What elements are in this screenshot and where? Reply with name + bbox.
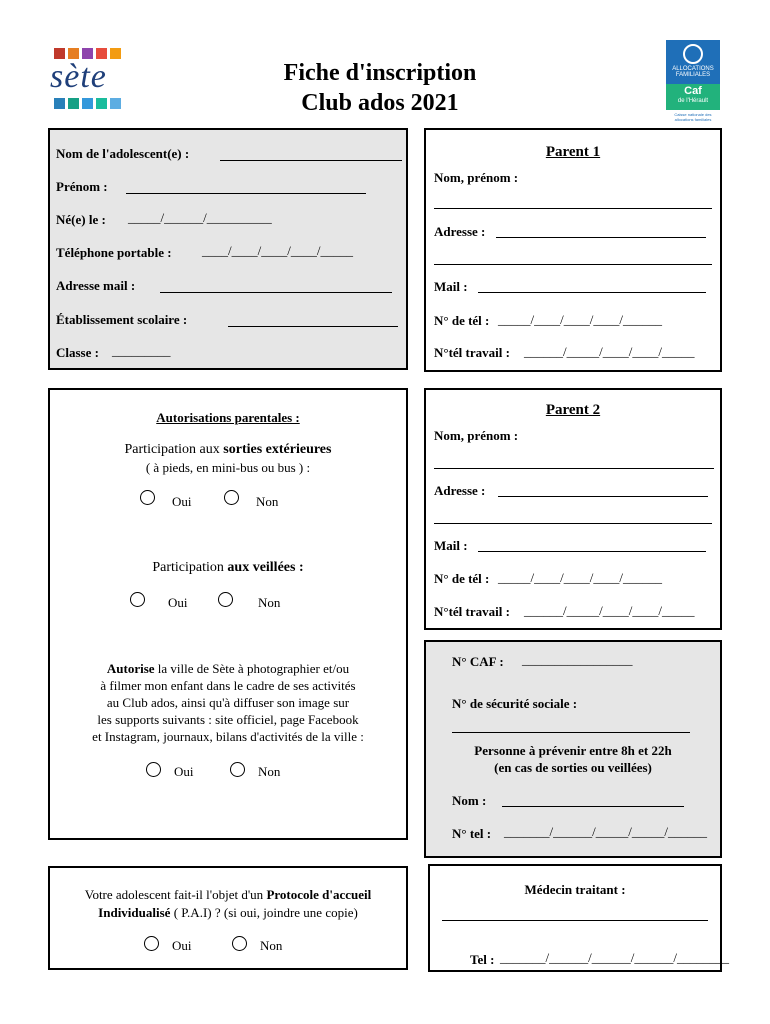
sete-logo xyxy=(50,44,126,110)
evenings-no-label: Non xyxy=(258,595,281,610)
teen-email-field[interactable] xyxy=(160,292,392,293)
photo-line-1-text: la ville de Sète à photographier et/ou xyxy=(154,661,350,676)
contact-line-1: Personne à prévenir entre 8h et 22h xyxy=(474,743,672,758)
caf-contact-box xyxy=(424,640,722,858)
caf-emblem-icon xyxy=(683,44,703,64)
authorizations-box xyxy=(48,388,408,840)
evenings-yes-radio[interactable] xyxy=(130,592,145,607)
parent1-worktel-field[interactable]: ______/_____/____/____/_____ xyxy=(524,344,695,359)
contact-name-field[interactable] xyxy=(502,806,684,807)
contact-tel-field[interactable]: _______/______/_____/_____/______ xyxy=(504,824,707,839)
parent2-worktel-field[interactable]: ______/_____/____/____/_____ xyxy=(524,603,695,618)
photo-yes-radio[interactable] xyxy=(146,762,161,777)
parent2-box xyxy=(424,388,722,630)
outings-yes-radio[interactable] xyxy=(140,490,155,505)
outings-no-radio[interactable] xyxy=(224,490,239,505)
logo-square xyxy=(110,98,121,109)
evenings-no-radio[interactable] xyxy=(218,592,233,607)
outings-prefix: Participation aux xyxy=(124,442,224,457)
teen-class-label: Classe : xyxy=(56,345,99,360)
pai-no-label: Non xyxy=(260,938,283,953)
parent1-tel-field[interactable]: _____/____/____/____/______ xyxy=(498,312,662,327)
pai-line-1 xyxy=(50,886,406,904)
parent2-mail-field[interactable] xyxy=(478,551,706,552)
teen-email-label: Adresse mail : xyxy=(56,278,136,293)
teen-class-field[interactable]: _________ xyxy=(112,343,171,358)
secu-field[interactable] xyxy=(452,732,690,733)
outings-question xyxy=(50,442,406,458)
caf-logo-top xyxy=(666,40,720,84)
teen-birth-label: Né(e) le : xyxy=(56,212,106,227)
caf-number-field[interactable]: _________________ xyxy=(522,652,633,667)
pai-line-2-text: ( P.A.I) ? (si oui, joindre une copie) xyxy=(170,905,358,920)
logo-square xyxy=(96,98,107,109)
caf-text-1: ALLOCATIONS xyxy=(672,66,714,72)
parent1-address-field-2[interactable] xyxy=(434,264,712,265)
teen-name-label: Nom de l'adolescent(e) : xyxy=(56,146,190,161)
logo-square xyxy=(68,98,79,109)
doctor-name-field[interactable] xyxy=(442,920,708,921)
parent1-address-field[interactable] xyxy=(496,237,706,238)
logo-square xyxy=(82,98,93,109)
photo-line-5: et Instagram, journaux, bilans d'activités de la ville : xyxy=(92,729,364,744)
parent2-mail-label: Mail : xyxy=(434,538,468,553)
parent2-address-field-2[interactable] xyxy=(434,523,712,524)
evenings-yes-label: Oui xyxy=(168,595,188,610)
teen-name-field[interactable] xyxy=(220,160,402,161)
photo-authorization-text xyxy=(50,660,406,745)
title-line-2: Club ados 2021 xyxy=(301,90,459,116)
photo-bold: Autorise xyxy=(106,661,155,676)
logo-text: sète xyxy=(50,58,107,95)
evenings-question xyxy=(50,560,406,576)
parent1-address-label: Adresse : xyxy=(434,224,486,239)
contact-tel-label: N° tel : xyxy=(452,826,492,841)
page-title xyxy=(230,58,530,118)
teen-phone-label: Téléphone portable : xyxy=(56,245,172,260)
caf-text-3: Caf xyxy=(684,85,702,97)
pai-line-2-bold: Individualisé xyxy=(98,905,171,920)
outings-no-label: Non xyxy=(256,494,279,509)
secu-label: N° de sécurité sociale : xyxy=(452,696,578,711)
parent2-title: Parent 2 xyxy=(545,402,601,418)
parent1-name-field[interactable] xyxy=(434,208,712,209)
caf-caption: Caisse nationale des allocations familiales xyxy=(674,112,712,122)
outings-bold: sorties extérieures xyxy=(223,442,332,457)
parent2-address-field[interactable] xyxy=(498,496,708,497)
parent2-name-field[interactable] xyxy=(434,468,714,469)
doctor-title: Médecin traitant : xyxy=(524,882,626,897)
teen-birth-field[interactable]: _____/______/__________ xyxy=(128,210,272,225)
logo-square xyxy=(54,98,65,109)
teen-school-label: Établissement scolaire : xyxy=(56,312,188,327)
parent1-title: Parent 1 xyxy=(545,144,601,160)
pai-box xyxy=(48,866,408,970)
photo-no-label: Non xyxy=(258,764,281,779)
caf-text-4: de l'Hérault xyxy=(677,98,709,104)
pai-line-2 xyxy=(50,904,406,922)
caf-logo xyxy=(666,40,720,124)
parent2-worktel-label: N°tél travail : xyxy=(434,604,510,619)
parent2-tel-label: N° de tél : xyxy=(434,571,490,586)
doctor-tel-field[interactable]: _______/______/______/______/________ xyxy=(500,950,729,965)
parent1-mail-field[interactable] xyxy=(478,292,706,293)
pai-yes-radio[interactable] xyxy=(144,936,159,951)
parent2-tel-field[interactable]: _____/____/____/____/______ xyxy=(498,570,662,585)
photo-line-2: à filmer mon enfant dans le cadre de ses activités xyxy=(100,678,356,693)
caf-number-label: N° CAF : xyxy=(452,654,504,669)
teen-phone-field[interactable]: ____/____/____/____/_____ xyxy=(202,243,353,258)
pai-yes-label: Oui xyxy=(172,938,192,953)
outings-yes-label: Oui xyxy=(172,494,192,509)
parent2-name-label: Nom, prénom : xyxy=(434,428,519,443)
pai-question xyxy=(50,886,406,922)
parent1-mail-label: Mail : xyxy=(434,279,468,294)
photo-yes-label: Oui xyxy=(174,764,194,779)
logo-square xyxy=(110,48,121,59)
contact-line-2: (en cas de sorties ou veillées) xyxy=(494,760,652,775)
parent1-box xyxy=(424,128,722,372)
parent2-address-label: Adresse : xyxy=(434,483,486,498)
photo-line-4: les supports suivants : site officiel, page Facebook xyxy=(97,712,359,727)
photo-no-radio[interactable] xyxy=(230,762,245,777)
caf-text-2: FAMILIALES xyxy=(675,72,711,78)
teen-firstname-label: Prénom : xyxy=(56,179,108,194)
teen-firstname-field[interactable] xyxy=(126,193,366,194)
teen-info-box xyxy=(48,128,408,370)
title-line-1: Fiche d'inscription xyxy=(283,60,477,86)
pai-no-radio[interactable] xyxy=(232,936,247,951)
doctor-box xyxy=(428,864,729,972)
authorizations-title: Autorisations parentales : xyxy=(156,410,300,425)
outings-detail: ( à pieds, en mini-bus ou bus ) : xyxy=(145,460,311,475)
parent1-worktel-label: N°tél travail : xyxy=(434,345,510,360)
parent1-name-label: Nom, prénom : xyxy=(434,170,519,185)
evenings-prefix: Participation xyxy=(152,560,228,575)
pai-line-1-text: Votre adolescent fait-il l'objet d'un xyxy=(84,887,267,902)
photo-line-3: au Club ados, ainsi qu'à diffuser son image sur xyxy=(106,695,350,710)
doctor-tel-label: Tel : xyxy=(470,952,495,967)
photo-line-1 xyxy=(50,660,406,677)
contact-heading xyxy=(426,742,720,776)
evenings-bold: aux veillées : xyxy=(227,560,304,575)
contact-name-label: Nom : xyxy=(452,793,487,808)
pai-line-1-bold: Protocole d'accueil xyxy=(266,887,372,902)
parent1-tel-label: N° de tél : xyxy=(434,313,490,328)
teen-school-field[interactable] xyxy=(228,326,398,327)
caf-logo-bottom xyxy=(666,84,720,110)
